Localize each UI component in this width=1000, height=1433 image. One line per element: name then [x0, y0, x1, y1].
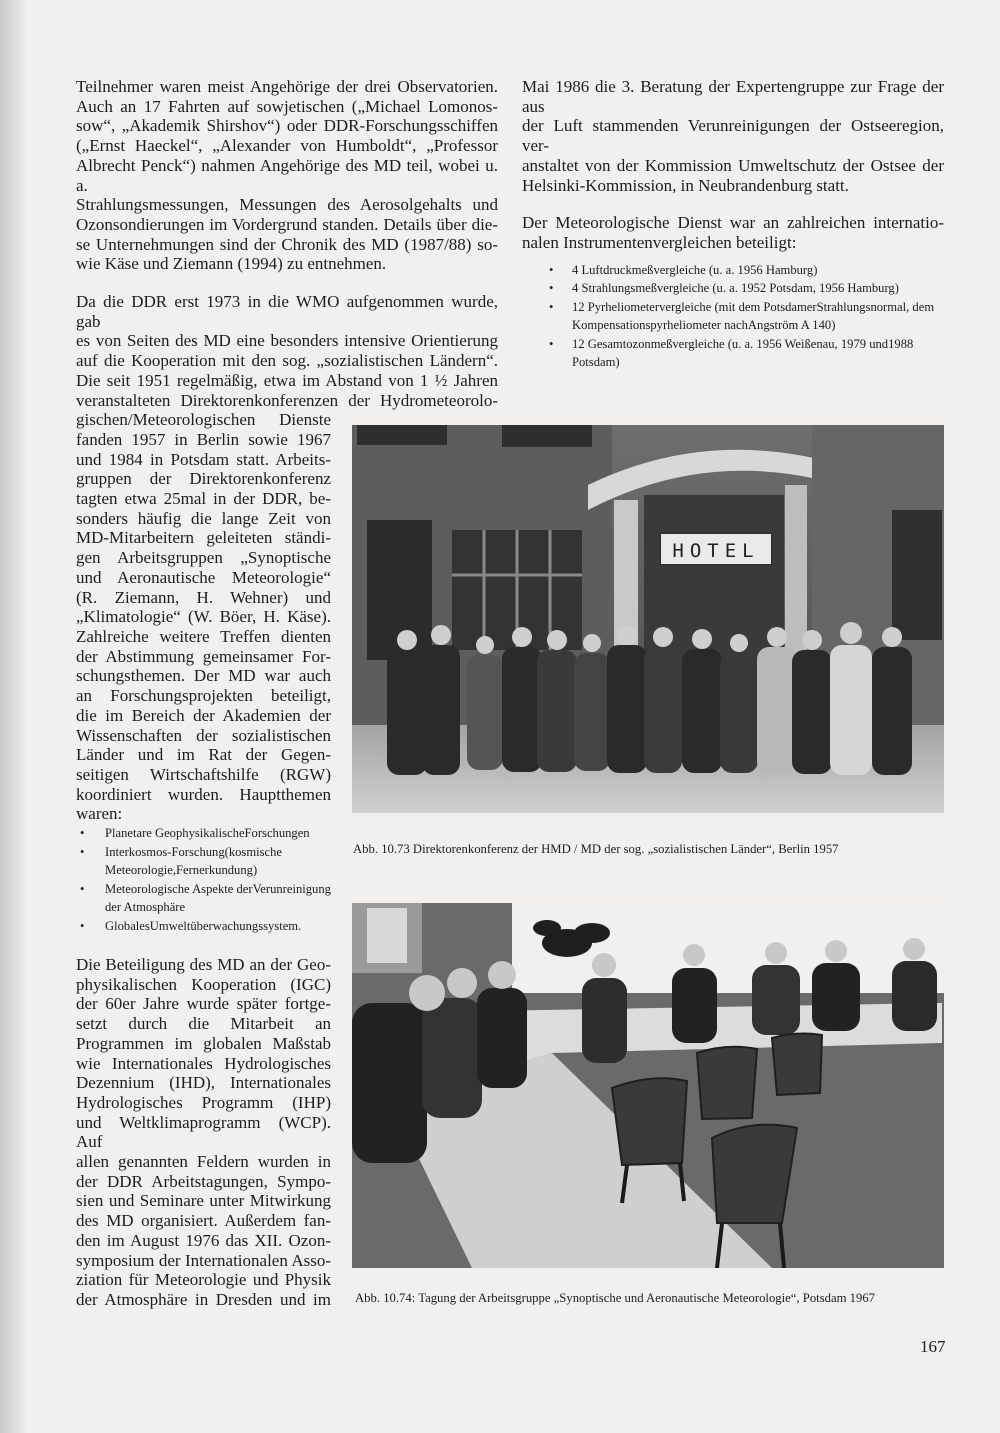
text-line: Hydrologisches Programm (IHP) — [76, 1092, 331, 1112]
text-line: gen Arbeitsgruppen „Synoptische — [76, 548, 331, 568]
research-topics-list — [53, 824, 331, 935]
text-line: Teilnehmer waren meist Angehörige der drei Observatorien. — [76, 77, 498, 96]
text-line: und Weltklimaprogramm (WCP). Auf — [76, 1112, 331, 1152]
list-item — [522, 335, 944, 372]
text-line: wie Internationales Hydrologisches — [76, 1053, 331, 1073]
text-line: Planetare Geophysikalische — [105, 826, 245, 841]
text-line: gischen/Meteorologischen Dienste — [76, 410, 331, 430]
caption-figure-10-74: Abb. 10.74: Tagung der Arbeitsgruppe „Synoptische und Aeronautische Meteorologie“, Potsdam 1967 — [355, 1291, 876, 1305]
list-item — [53, 880, 331, 917]
text-line: und 1984 in Potsdam statt. Arbeits- — [76, 449, 331, 469]
text-line: Auch an 17 Fahrten auf sowjetischen („Michael Lomonos- — [76, 96, 498, 116]
text-line: sien und Seminare unter Mitwirkung — [76, 1191, 331, 1211]
text-line: der DDR Arbeitstagungen, Sympo- — [76, 1171, 331, 1191]
text-line: Die Beteiligung des MD an der Geo- — [76, 955, 331, 975]
list-item — [522, 279, 944, 298]
text-line: Strahlungsnormal, dem Kompensationspyrheliometer nach — [572, 299, 935, 333]
text-line: sow“, „Akademik Shirshov“) oder DDR-Forschungsschiffen — [76, 116, 498, 136]
text-line: Zahlreiche weitere Treffen dienten — [76, 626, 331, 646]
text-line: se Unternehmungen sind der Chronik des MD (1987/88) so- — [76, 234, 498, 254]
photo-drawing — [352, 425, 944, 813]
text-line: gruppen der Direktorenkonferenz — [76, 469, 331, 489]
text-line: Angström A 140) — [747, 318, 836, 333]
photo-directors-conference — [352, 425, 944, 813]
left-para-2 — [76, 292, 498, 410]
text-line: Strahlungsmessungen, Messungen des Aerosolgehalts und — [76, 195, 498, 215]
text-line: der 60er Jahre wurde später fortge- — [76, 994, 331, 1014]
text-line: allen genannten Feldern wurden in — [76, 1152, 331, 1172]
text-line: die im Bereich der Akademien der — [76, 705, 331, 725]
text-line: auf die Kooperation mit den sog. „sozialistischen Ländern“. — [76, 351, 498, 371]
right-para-1 — [522, 77, 944, 195]
text-line: Meteorologische Aspekte der — [105, 881, 253, 896]
text-line: Fernerkundung) — [176, 863, 258, 878]
text-line: Globales — [105, 918, 150, 933]
left-para-3 — [76, 955, 331, 1310]
text-line: MD-Mitarbeitern geleiteten ständi- — [76, 528, 331, 548]
right-para-2 — [522, 213, 944, 252]
left-para-1 — [76, 77, 498, 274]
text-line: es von Seiten des MD eine besonders intensive Orientierung — [76, 331, 498, 351]
list-item — [53, 824, 331, 843]
text-line: Programmen im globalen Maßstab — [76, 1033, 331, 1053]
list-item — [53, 843, 331, 880]
text-line: tagten etwa 25mal in der DDR, be- — [76, 489, 331, 509]
text-line: Dezennium (IHD), Internationales — [76, 1073, 331, 1093]
text-line: „Klimatologie“ (W. Böer, H. Käse). — [76, 607, 331, 627]
text-line: sonders häufig die lange Zeit von — [76, 508, 331, 528]
text-line: (kosmische Meteorologie, — [105, 844, 283, 878]
text-line: an Forschungsprojekten beteiligt, — [76, 686, 331, 706]
text-line: Länder und im Rat der Gegen- — [76, 745, 331, 765]
text-line: fanden 1957 in Berlin sowie 1967 — [76, 429, 331, 449]
caption-figure-10-73: Abb. 10.73 Direktorenkonferenz der HMD / MD der sog. „sozialistischen Länder“, Berlin 1957 — [353, 842, 839, 856]
text-line: (R. Ziemann, H. Wehner) und — [76, 587, 331, 607]
text-line: physikalischen Kooperation (IGC) — [76, 974, 331, 994]
photo-drawing — [352, 903, 944, 1268]
text-line: Umweltüberwachungssystem. — [149, 918, 302, 933]
text-line: veranstalteten Direktorenkonferenzen der Hydrometeorolo- — [76, 390, 498, 410]
text-line: schungsthemen. Der MD war auch — [76, 666, 331, 686]
text-line: Der Meteorologische Dienst war an zahlreichen internatio- — [522, 213, 944, 233]
text-line: 1988 Potsdam) — [572, 336, 914, 370]
text-line: 12 Pyrheliometervergleiche (mit dem Potsdamer — [572, 299, 817, 314]
text-line: Da die DDR erst 1973 in die WMO aufgenommen wurde, gab — [76, 292, 498, 331]
text-line: der Abstimmung gemeinsamer For- — [76, 646, 331, 666]
text-line: 4 Luftdruckmeßvergleiche (u. a. 1956 Hamburg) — [572, 262, 818, 277]
text-line: Mai 1986 die 3. Beratung der Expertengruppe zur Frage der aus — [522, 77, 944, 116]
text-line: und Aeronautische Meteorologie“ — [76, 567, 331, 587]
photo-working-group-meeting — [352, 903, 944, 1268]
text-line: Die seit 1951 regelmäßig, etwa im Abstand von 1 ½ Jahren — [76, 370, 498, 390]
page-number: 167 — [920, 1337, 946, 1356]
hotel-sign: HOTEL — [672, 540, 760, 562]
text-line: Helsinki-Kommission, in Neubrandenburg statt. — [522, 175, 849, 195]
text-line: 12 Gesamtozonmeßvergleiche (u. a. 1956 Weißenau, 1979 und — [572, 336, 889, 351]
text-line: waren: — [76, 804, 123, 824]
text-line: Forschungen — [244, 826, 310, 841]
text-line: des MD organisiert. Außerdem fan- — [76, 1211, 331, 1231]
text-line: symposium der Internationalen Asso- — [76, 1250, 331, 1270]
text-line: Verunreinigung der Atmosphäre — [105, 881, 331, 915]
list-item — [522, 261, 944, 280]
instrument-comparisons-list — [522, 261, 944, 372]
text-line: Albrecht Penck“) nahmen Angehörige des MD teil, wobei u. a. — [76, 155, 498, 195]
text-line: wie Käse und Ziemann (1994) zu entnehmen. — [76, 254, 387, 274]
text-line: 4 Strahlungsmeßvergleiche (u. a. 1952 Potsdam, 1956 Hamburg) — [572, 281, 899, 296]
text-line: Wissenschaften der sozialistischen — [76, 725, 331, 745]
left-column — [76, 77, 498, 1310]
list-item — [522, 298, 944, 335]
text-line: koordiniert wurden. Hauptthemen — [76, 784, 331, 804]
page-edge-shadow — [0, 0, 28, 1433]
text-line: der Luft stammenden Verunreinigungen der Ostseeregion, ver- — [522, 116, 944, 156]
text-line: anstaltet von der Kommission Umweltschutz der Ostsee der — [522, 155, 944, 175]
text-line: Ozonsondierungen im Vordergrund standen. Details über die- — [76, 214, 498, 234]
text-line: („Ernst Haeckel“, „Alexander von Humboldt“, „Professor — [76, 136, 498, 156]
text-line: nalen Instrumentenvergleichen beteiligt: — [522, 232, 797, 252]
text-line: seitigen Wirtschaftshilfe (RGW) — [76, 764, 331, 784]
list-item — [53, 917, 331, 936]
left-para-2-narrow — [76, 410, 331, 824]
text-line: den im August 1976 das XII. Ozon- — [76, 1230, 331, 1250]
text-line: setzt durch die Mitarbeit an — [76, 1014, 331, 1034]
right-column — [522, 77, 944, 372]
text-line: ziation für Meteorologie und Physik — [76, 1270, 331, 1290]
text-line: der Atmosphäre in Dresden und im — [76, 1289, 331, 1309]
text-line: Interkosmos-Forschung — [105, 844, 225, 859]
